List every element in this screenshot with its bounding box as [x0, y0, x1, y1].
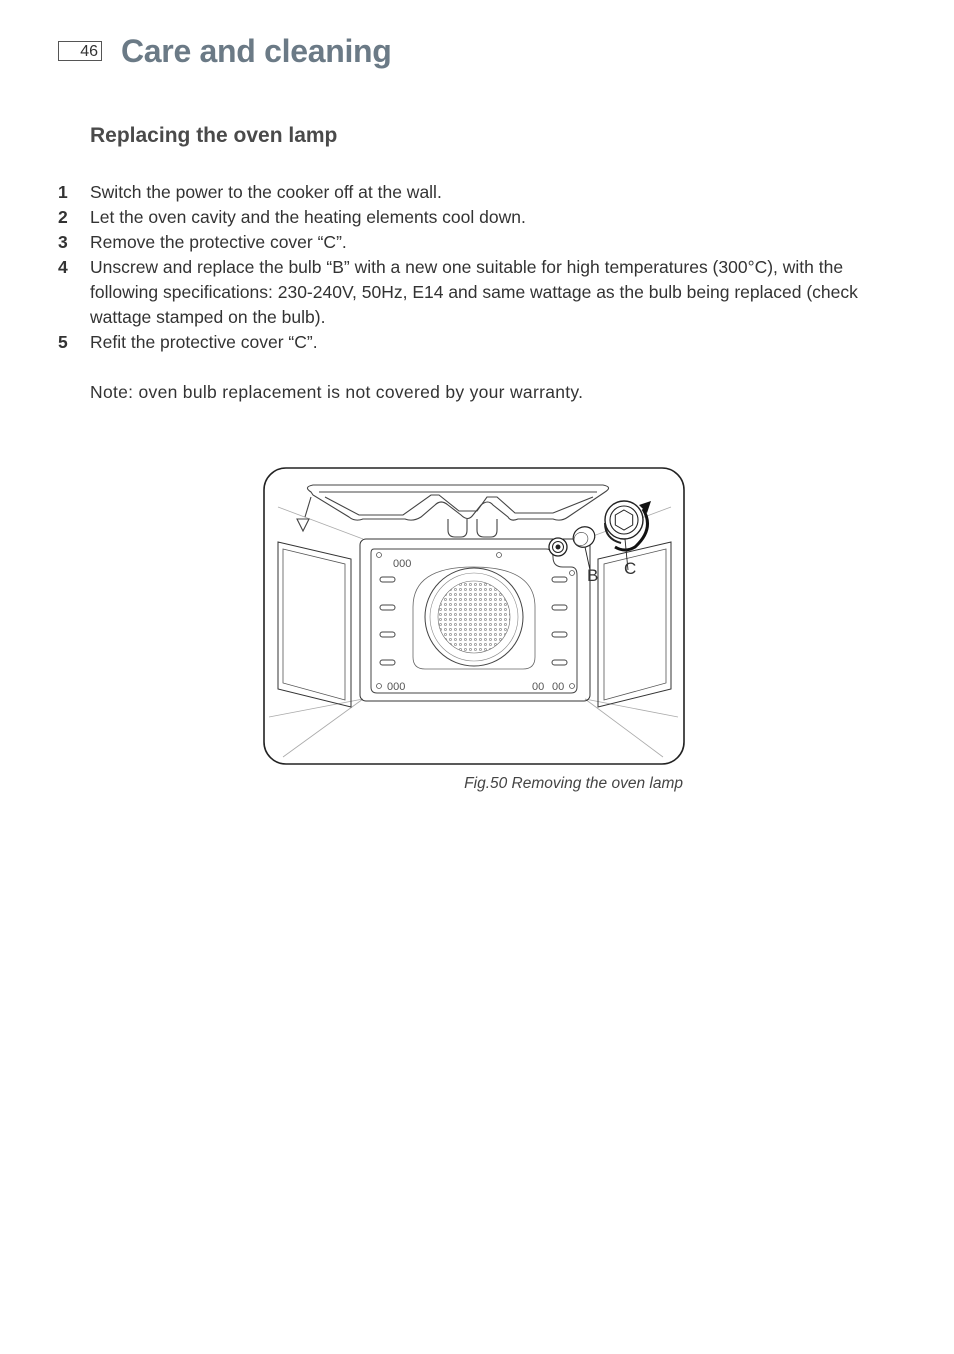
label-c: C [624, 559, 637, 578]
panel-code-bottom-right-a: 00 [532, 681, 545, 693]
panel-code-top: 000 [393, 558, 412, 570]
label-b: B [587, 566, 599, 585]
step-item [58, 205, 898, 230]
step-number: 3 [58, 232, 68, 252]
oven-interior-illustration [263, 467, 686, 767]
page-number: 46 [58, 41, 102, 61]
step-text: Remove the protective cover “C”. [90, 232, 347, 252]
step-item [58, 180, 898, 205]
figure-caption: Fig.50 Removing the oven lamp [464, 775, 683, 792]
step-number: 1 [58, 182, 68, 202]
section-heading: Replacing the oven lamp [90, 124, 338, 147]
step-text: Let the oven cavity and the heating elements cool down. [90, 207, 526, 227]
page-title: Care and cleaning [121, 33, 392, 69]
step-text: Refit the protective cover “C”. [90, 332, 318, 352]
step-number: 4 [58, 257, 68, 277]
step-item [58, 230, 898, 255]
warranty-note: Note: oven bulb replacement is not covered by your warranty. [90, 382, 584, 402]
step-item [58, 330, 898, 355]
step-number: 5 [58, 332, 68, 352]
step-text: Switch the power to the cooker off at the wall. [90, 182, 442, 202]
step-text: Unscrew and replace the bulb “B” with a new one suitable for high temperatures (300°C), with the following specifications: 230-240V, 50Hz, E14 and same wattage as the bulb being replaced (check wattage stamped on the bulb). [90, 257, 858, 327]
instruction-steps [58, 180, 898, 355]
oven-lamp-figure [263, 467, 686, 767]
panel-code-bottom-right-b: 00 [552, 681, 565, 693]
step-item [58, 255, 898, 330]
step-number: 2 [58, 207, 68, 227]
lamp-holder [549, 538, 567, 556]
panel-code-bottom-left: 000 [387, 681, 406, 693]
